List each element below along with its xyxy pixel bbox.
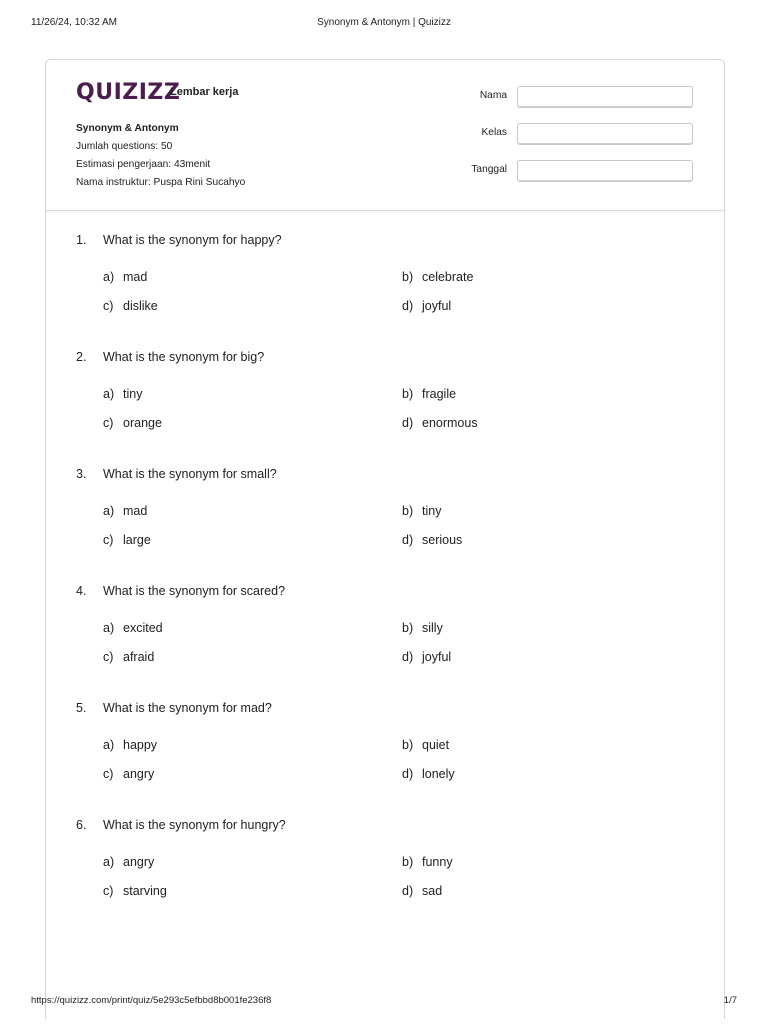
option-text: funny: [422, 855, 453, 869]
option-text: tiny: [422, 504, 442, 518]
option-b[interactable]: [402, 270, 473, 284]
date-field-row: [443, 160, 693, 182]
option-text: angry: [123, 855, 155, 869]
question-number: 6.: [76, 818, 87, 832]
option-c[interactable]: [103, 416, 162, 430]
option-text: serious: [422, 533, 463, 547]
class-field[interactable]: [517, 123, 693, 145]
option-letter: b): [402, 387, 414, 401]
option-d[interactable]: [402, 650, 451, 664]
print-page-number: 1/7: [723, 995, 737, 1006]
option-a[interactable]: [103, 621, 163, 635]
option-text: starving: [123, 884, 167, 898]
option-text: enormous: [422, 416, 478, 430]
name-field[interactable]: [517, 86, 693, 108]
question-text: What is the synonym for small?: [103, 467, 277, 481]
option-letter: c): [103, 299, 114, 313]
print-datetime: 11/26/24, 10:32 AM: [31, 17, 117, 28]
option-letter: b): [402, 855, 414, 869]
question-text: What is the synonym for scared?: [103, 584, 286, 598]
option-letter: a): [103, 270, 115, 284]
question-text: What is the synonym for hungry?: [103, 818, 286, 832]
name-label: Nama: [479, 90, 507, 101]
option-letter: a): [103, 738, 115, 752]
option-text: joyful: [422, 650, 452, 664]
worksheet-subtitle: Lembar kerja: [170, 86, 239, 98]
option-text: dislike: [123, 299, 158, 313]
option-c[interactable]: [103, 299, 158, 313]
option-text: tiny: [123, 387, 143, 401]
question-count: Jumlah questions: 50: [76, 141, 173, 152]
option-text: joyful: [422, 299, 452, 313]
option-a[interactable]: [103, 387, 142, 401]
option-d[interactable]: [402, 416, 478, 430]
class-field-row: [443, 123, 693, 145]
option-text: lonely: [422, 767, 455, 781]
option-a[interactable]: [103, 504, 147, 518]
name-field-row: [443, 86, 693, 108]
question-number: 4.: [76, 584, 87, 598]
option-letter: c): [103, 650, 114, 664]
option-letter: d): [402, 416, 414, 430]
option-text: mad: [123, 270, 148, 284]
option-text: silly: [422, 621, 443, 635]
option-text: sad: [422, 884, 443, 898]
estimated-time: Estimasi pengerjaan: 43menit: [76, 159, 211, 170]
question-item: [76, 230, 696, 347]
question-text: What is the synonym for happy?: [103, 233, 282, 247]
question-item: [76, 347, 696, 464]
question-text: What is the synonym for big?: [103, 350, 265, 364]
option-letter: c): [103, 767, 114, 781]
question-list: [76, 230, 696, 932]
option-letter: c): [103, 884, 114, 898]
option-text: large: [123, 533, 151, 547]
option-d[interactable]: [402, 884, 442, 898]
option-a[interactable]: [103, 270, 147, 284]
option-d[interactable]: [402, 299, 451, 313]
option-letter: c): [103, 533, 114, 547]
option-c[interactable]: [103, 533, 151, 547]
option-letter: a): [103, 855, 115, 869]
worksheet-header: [46, 60, 724, 211]
question-number: 2.: [76, 350, 87, 364]
option-text: celebrate: [422, 270, 474, 284]
option-text: afraid: [123, 650, 155, 664]
option-letter: c): [103, 416, 114, 430]
option-letter: d): [402, 299, 414, 313]
question-number: 3.: [76, 467, 87, 481]
question-number: 5.: [76, 701, 87, 715]
question-text: What is the synonym for mad?: [103, 701, 272, 715]
print-page-title: Synonym & Antonym | Quizizz: [317, 17, 451, 28]
question-item: [76, 464, 696, 581]
option-text: excited: [123, 621, 163, 635]
print-url: https://quizizz.com/print/quiz/5e293c5efbbd8b001fe236f8: [31, 995, 272, 1006]
print-footer: [31, 995, 737, 1009]
option-text: fragile: [422, 387, 457, 401]
option-letter: b): [402, 270, 414, 284]
option-b[interactable]: [402, 738, 449, 752]
option-letter: d): [402, 533, 414, 547]
option-letter: d): [402, 767, 414, 781]
question-number: 1.: [76, 233, 87, 247]
option-c[interactable]: [103, 650, 154, 664]
option-letter: d): [402, 884, 414, 898]
option-a[interactable]: [103, 738, 157, 752]
question-item: [76, 815, 696, 932]
option-text: mad: [123, 504, 148, 518]
option-b[interactable]: [402, 504, 441, 518]
option-text: orange: [123, 416, 162, 430]
question-item: [76, 581, 696, 698]
option-d[interactable]: [402, 767, 455, 781]
quizizz-logo: QUIZIZZ: [76, 80, 181, 105]
quiz-meta: [76, 120, 245, 192]
option-c[interactable]: [103, 884, 167, 898]
option-letter: b): [402, 621, 414, 635]
option-letter: b): [402, 738, 414, 752]
option-text: angry: [123, 767, 155, 781]
option-c[interactable]: [103, 767, 154, 781]
option-a[interactable]: [103, 855, 154, 869]
date-label: Tanggal: [471, 164, 507, 175]
date-field[interactable]: [517, 160, 693, 182]
option-b[interactable]: [402, 621, 443, 635]
print-header: [31, 17, 737, 31]
instructor-name: Nama instruktur: Puspa Rini Sucahyo: [76, 177, 246, 188]
quiz-title: Synonym & Antonym: [76, 123, 179, 134]
option-text: happy: [123, 738, 158, 752]
option-letter: a): [103, 621, 115, 635]
option-letter: d): [402, 650, 414, 664]
worksheet-card: [45, 59, 725, 1019]
option-b[interactable]: [402, 387, 456, 401]
class-label: Kelas: [481, 127, 507, 138]
question-item: [76, 698, 696, 815]
option-text: quiet: [422, 738, 450, 752]
option-b[interactable]: [402, 855, 453, 869]
option-d[interactable]: [402, 533, 462, 547]
option-letter: b): [402, 504, 414, 518]
option-letter: a): [103, 387, 115, 401]
option-letter: a): [103, 504, 115, 518]
